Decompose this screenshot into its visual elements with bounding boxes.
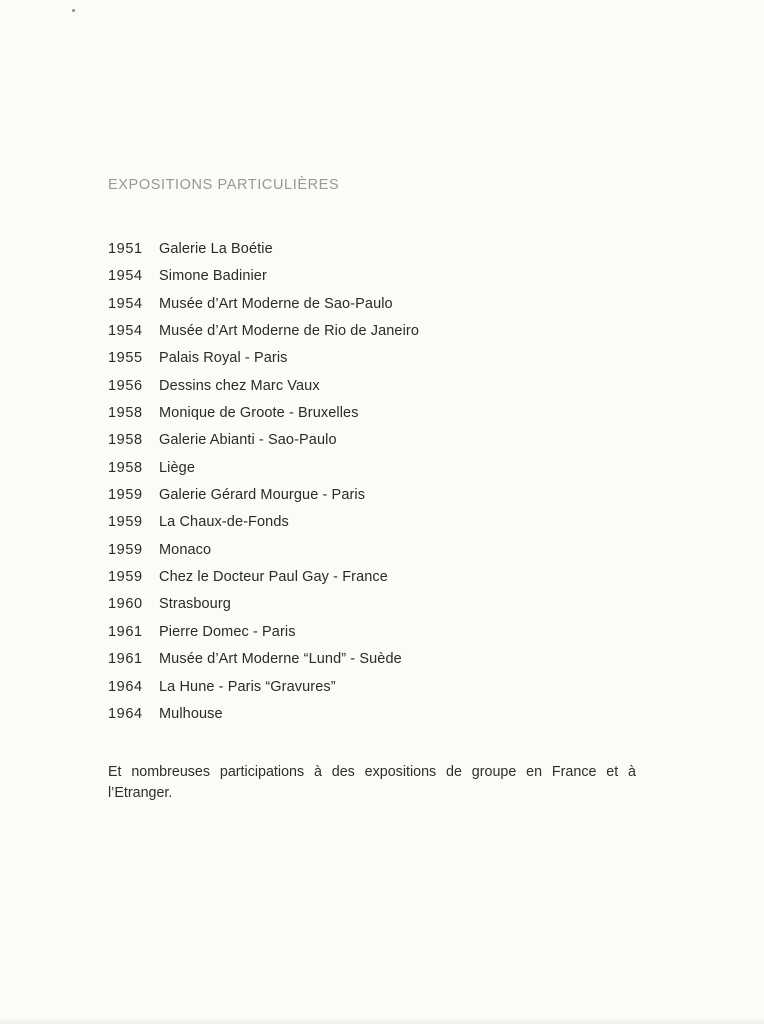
exhibition-year: 1964 — [108, 678, 143, 695]
exhibition-title: Liège — [159, 459, 195, 476]
list-item — [108, 373, 419, 400]
exhibition-year: 1959 — [108, 569, 143, 586]
exhibition-title: Strasbourg — [159, 596, 231, 613]
exhibition-title: La Hune - Paris “Gravures” — [159, 678, 336, 695]
footnote-paragraph: Et nombreuses participations à des expositions de groupe en France et à l’Etranger. — [108, 764, 636, 801]
list-item — [108, 263, 419, 290]
print-mark — [72, 9, 75, 12]
list-item — [108, 564, 419, 591]
list-item — [108, 291, 419, 318]
exhibition-title: Simone Badinier — [159, 268, 267, 285]
exhibition-year: 1954 — [108, 268, 143, 285]
exhibition-title: Mulhouse — [159, 705, 223, 722]
exhibition-year: 1958 — [108, 432, 143, 449]
exhibition-title: Galerie Gérard Mourgue - Paris — [159, 487, 366, 504]
exhibition-title: Chez le Docteur Paul Gay - France — [159, 569, 388, 586]
list-item — [108, 537, 419, 564]
exhibition-year: 1954 — [108, 323, 143, 340]
list-item — [108, 701, 419, 728]
exhibition-year: 1961 — [108, 651, 143, 668]
exhibition-year: 1959 — [108, 487, 143, 504]
exhibition-year: 1959 — [108, 514, 143, 531]
list-item — [108, 509, 419, 536]
section-heading: EXPOSITIONS PARTICULIÈRES — [108, 177, 340, 193]
exhibition-year: 1954 — [108, 295, 143, 312]
exhibition-title: Monique de Groote - Bruxelles — [159, 405, 359, 422]
exhibition-year: 1951 — [108, 241, 143, 257]
exhibition-year: 1956 — [108, 377, 143, 394]
list-item — [108, 482, 419, 509]
exhibition-year: 1959 — [108, 541, 143, 558]
list-item — [108, 646, 419, 673]
exhibition-title: Musée d’Art Moderne de Sao-Paulo — [159, 295, 393, 312]
exhibition-title: Galerie La Boétie — [159, 241, 273, 257]
list-item — [108, 318, 419, 345]
exhibition-title: La Chaux-de-Fonds — [159, 514, 289, 531]
exhibition-year: 1958 — [108, 459, 143, 476]
exhibition-title: Pierre Domec - Paris — [159, 623, 296, 640]
exhibition-title: Monaco — [159, 541, 212, 558]
exhibition-list — [108, 236, 419, 728]
exhibition-year: 1964 — [108, 705, 143, 722]
list-item — [108, 674, 419, 701]
exhibition-title: Musée d’Art Moderne “Lund” - Suède — [159, 651, 402, 668]
list-item — [108, 619, 419, 646]
exhibition-year: 1955 — [108, 350, 143, 367]
list-item — [108, 427, 419, 454]
exhibition-year: 1960 — [108, 596, 143, 613]
page-edge-shadow — [0, 1018, 764, 1024]
list-item — [108, 345, 419, 372]
list-item — [108, 236, 419, 263]
exhibition-title: Dessins chez Marc Vaux — [159, 377, 320, 394]
list-item — [108, 400, 419, 427]
list-item — [108, 591, 419, 618]
exhibition-title: Palais Royal - Paris — [159, 350, 288, 367]
exhibition-year: 1958 — [108, 405, 143, 422]
list-item — [108, 455, 419, 482]
exhibition-title: Galerie Abianti - Sao-Paulo — [159, 432, 337, 449]
exhibition-year: 1961 — [108, 623, 143, 640]
exhibition-title: Musée d’Art Moderne de Rio de Janeiro — [159, 323, 420, 340]
